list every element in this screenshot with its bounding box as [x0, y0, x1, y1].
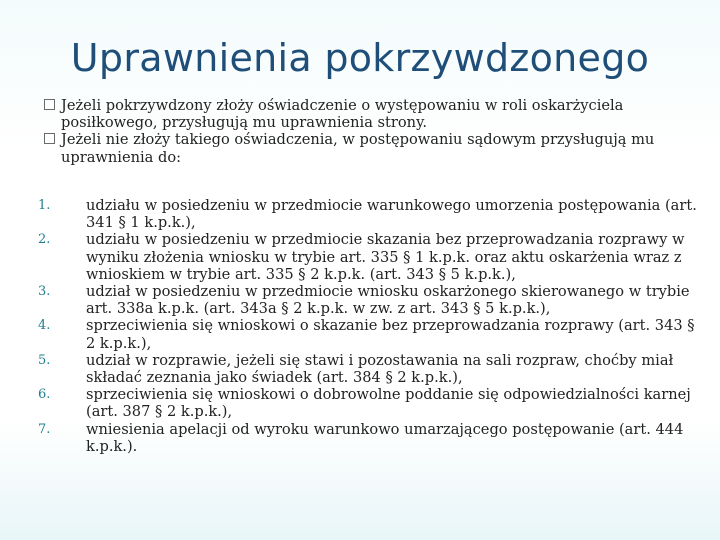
list-item-text: udział w posiedzeniu w przedmiocie wniosku oskarżonego skierowanego w trybie art. 338a k.p.k. (art. 343a § 2 k.p.k. w zw. z art. 343 § 5 k.p.k.), — [86, 283, 690, 318]
list-number: 3. — [38, 284, 51, 300]
list-item-text: sprzeciwienia się wnioskowi o skazanie bez przeprowadzania rozprawy (art. 343 § 2 k.p.k.), — [86, 317, 695, 352]
list-item-text: udział w rozprawie, jeżeli się stawi i pozostawania na sali rozpraw, choćby miał składać zeznania jako świadek (art. 384 § 2 k.p.k.), — [86, 351, 674, 387]
bullet-list — [44, 97, 704, 166]
bullet-text: Jeżeli pokrzywdzony złoży oświadczenie o występowaniu w roli oskarżyciela posiłkowego, przysługują mu uprawnienia strony. — [61, 97, 624, 132]
list-item — [38, 231, 698, 283]
list-item — [38, 283, 698, 317]
list-number: 7. — [38, 421, 51, 437]
list-number: 6. — [38, 387, 51, 403]
list-item-text: wniesienia apelacji od wyroku warunkowo umarzającego postępowanie (art. 444 k.p.k.). — [86, 420, 684, 455]
list-number: 1. — [38, 198, 51, 213]
list-number: 5. — [38, 352, 51, 368]
numbered-list — [38, 197, 698, 455]
list-item — [38, 197, 698, 231]
slide-title: Uprawnienia pokrzywdzonego — [70, 36, 650, 80]
list-item — [38, 421, 698, 455]
bullet-text: Jeżeli nie złoży takiego oświadczenia, w postępowaniu sądowym przysługują mu uprawnienia do: — [61, 131, 655, 166]
list-item-text: udziału w posiedzeniu w przedmiocie skazania bez przeprowadzania rozprawy w wyniku złożenia wniosku w trybie art. 335 § 1 k.p.k. oraz aktu oskarżenia wraz z wnioskiem w trybie art. 335 § 2 k.p.k. (art. 343 § 5 k.p.k.), — [86, 231, 685, 283]
list-item-text: sprzeciwienia się wnioskowi o dobrowolne poddanie się odpowiedzialności karnej (art. 387 § 2 k.p.k.), — [86, 386, 691, 421]
checkbox-bullet-icon — [44, 133, 55, 144]
list-item-text: udziału w posiedzeniu w przedmiocie warunkowego umorzenia postępowania (art. 341 § 1 k.p.k.), — [86, 197, 697, 232]
list-item — [38, 386, 698, 420]
bullet-item — [44, 97, 704, 131]
bullet-item — [44, 131, 704, 165]
list-number: 2. — [38, 232, 51, 248]
list-item — [38, 352, 698, 386]
checkbox-bullet-icon — [44, 99, 55, 110]
list-number: 4. — [38, 318, 51, 334]
list-item — [38, 317, 698, 351]
